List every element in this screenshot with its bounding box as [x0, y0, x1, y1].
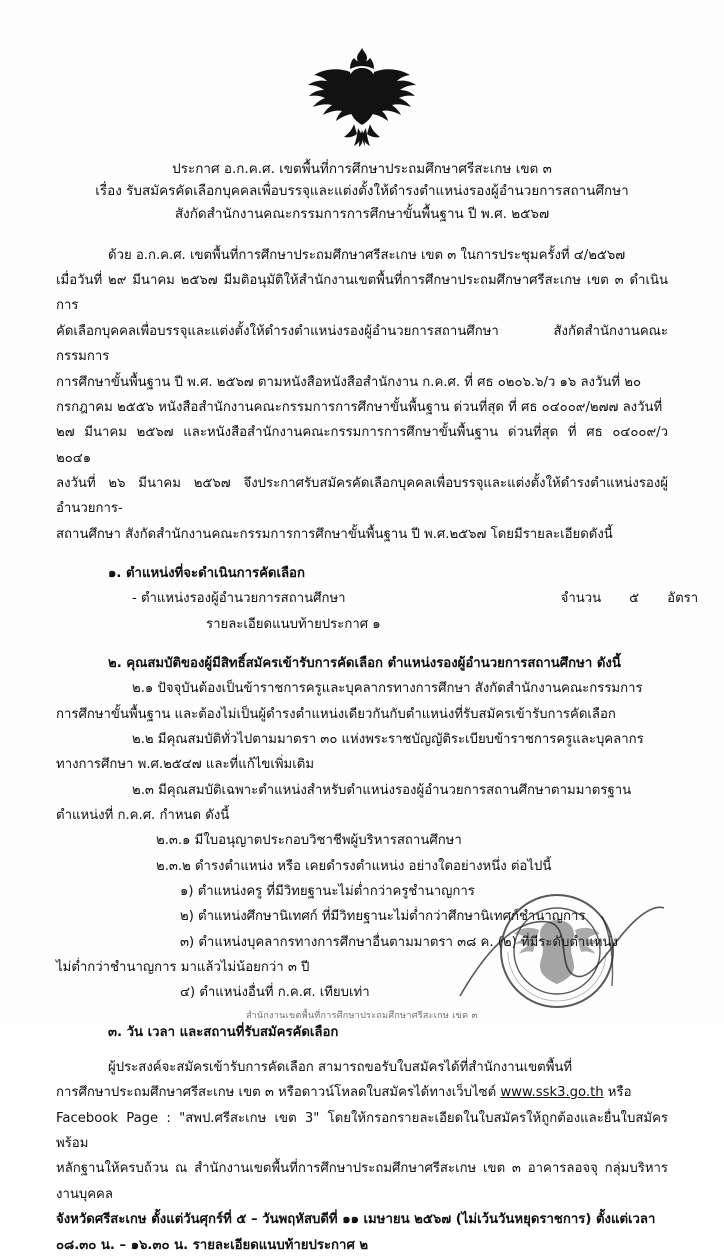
item-2-3-line-1: ๒.๓ มีคุณสมบัติเฉพาะตำแหน่งสำหรับตำแหน่งรองผู้อำนวยการสถานศึกษาตามมาตรฐาน: [132, 782, 632, 798]
section-1-detail: รายละเอียดแนบท้ายประกาศ ๑: [206, 616, 381, 632]
section-3-line-3: Facebook Page : "สพป.ศรีสะเกษ เขต 3" โดยให้กรอกรายละเอียดในใบสมัครให้ถูกต้องและยื่นใบสมัครพร้อม: [56, 1110, 668, 1152]
official-seal-stamp: [498, 892, 616, 1010]
announcement-authority: ประกาศ อ.ก.ค.ศ. เขตพื้นที่การศึกษาประถมศึกษาศรีสะเกษ เขต ๓: [172, 161, 552, 177]
item-2-3-2-sub-4: ๔) ตำแหน่งอื่นที่ ก.ค.ศ. เทียบเท่า: [180, 985, 370, 1001]
amount-value: ๕: [629, 591, 640, 607]
announcement-affiliation: สังกัดสำนักงานคณะกรรมการการศึกษาขั้นพื้นฐาน ปี พ.ศ. ๒๕๖๗: [174, 205, 550, 222]
item-2-3-2-sub-3-line-2: ไม่ต่ำกว่าชำนาญการ มาแล้วไม่น้อยกว่า ๓ ปี: [56, 960, 310, 976]
item-2-3-2-sub-1: ๑) ตำแหน่งครู ที่มีวิทยฐานะไม่ต่ำกว่าครูชำนาญการ: [180, 884, 475, 900]
section-3-body: [56, 1055, 668, 1258]
item-2-2-line-2: ทางการศึกษา พ.ศ.๒๕๔๗ และที่แก้ไขเพิ่มเติม: [56, 757, 315, 773]
item-2-2-line-1: ๒.๒ มีคุณสมบัติทั่วไปตามมาตรา ๓๐ แห่งพระราชบัญญัติระเบียบข้าราชการครูและบุคลากร: [132, 731, 644, 747]
section-3-line-6: ๐๘.๓๐ น. – ๑๖.๓๐ น. รายละเอียดแนบท้ายประกาศ ๒: [56, 1237, 369, 1253]
amount-label: จำนวน: [560, 591, 602, 607]
position-label: - ตำแหน่งรองผู้อำนวยการสถานศึกษา: [132, 591, 346, 607]
item-2-3-2-sub-3-line-1: ๓) ตำแหน่งบุคลากรทางการศึกษาอื่นตามมาตรา ๓๘ ค. (๒) ที่มีระดับตำแหน่ง: [180, 934, 618, 950]
item-2-1-line-1: ๒.๑ ปัจจุบันต้องเป็นข้าราชการครูและบุคลากรทางการศึกษา สังกัดสำนักงานคณะกรรมการ: [132, 681, 643, 697]
intro-line-6: ๒๗ มีนาคม ๒๕๖๗ และหนังสือสำนักงานคณะกรรมการการศึกษาขั้นพื้นฐาน ด่วนที่สุด ที่ ศธ ๐๔๐๐๙/ว ๒๐๔๑: [56, 425, 668, 466]
item-2-3-2: ๒.๓.๒ ดำรงตำแหน่ง หรือ เคยดำรงตำแหน่ง อย่างใดอย่างหนึ่ง ต่อไปนี้: [156, 858, 552, 874]
section-3-line-4: หลักฐานให้ครบถ้วน ณ สำนักงานเขตพื้นที่การศึกษาประถมศึกษาศรีสะเกษ เขต ๓ อาคารลอจจุ กลุ่มบริหารงานบุคคล: [56, 1161, 668, 1202]
emblem-container: [56, 44, 668, 152]
section-3-line-5: จังหวัดศรีสะเกษ ตั้งแต่วันศุกร์ที่ ๕ – วันพฤหัสบดีที่ ๑๑ เมษายน ๒๕๖๗ (ไม่เว้นวันหยุดราชการ) ตั้งแต่เวลา: [56, 1212, 656, 1228]
section-3-line-2-text-b: หรือ: [603, 1085, 632, 1101]
section-1-heading: ๑. ตำแหน่งที่จะดำเนินการคัดเลือก: [108, 565, 305, 581]
intro-line-2: เมื่อวันที่ ๒๙ มีนาคม ๒๕๖๗ มีมติอนุมัติให้สำนักงานเขตพื้นที่การศึกษาประถมศึกษาศรีสะเกษ เขต ๓ ดำเนินการ: [56, 273, 668, 314]
intro-line-7: ลงวันที่ ๒๖ มีนาคม ๒๕๖๗ จึงประกาศรับสมัครคัดเลือกบุคคลเพื่อบรรจุและแต่งตั้งให้ดำรงตำแหน่งรองผู้อำนวยการ-: [56, 475, 668, 517]
intro-line-3: คัดเลือกบุคคลเพื่อบรรจุและแต่งตั้งให้ดำรงตำแหน่งรองผู้อำนวยการสถานศึกษา สังกัดสำนักงานคณะกรรมการ: [56, 323, 668, 365]
item-2-1-line-2: การศึกษาขั้นพื้นฐาน และต้องไม่เป็นผู้ดำรงตำแหน่งเดียวกันกับตำแหน่งที่รับสมัครเข้ารับการคัดเลือก: [56, 706, 616, 722]
document-body: [56, 243, 668, 547]
section-3-line-1: ผู้ประสงค์จะสมัครเข้ารับการคัดเลือก สามารถขอรับใบสมัครได้ที่สำนักงานเขตพื้นที่: [108, 1060, 573, 1076]
amount-unit: อัตรา: [667, 591, 699, 607]
application-website-link[interactable]: www.ssk3.go.th: [500, 1085, 604, 1101]
section-3-line-2-text-a: การศึกษาประถมศึกษาศรีสะเกษ เขต ๓ หรือดาวน์โหลดใบสมัครได้ทางเว็บไซต์: [56, 1085, 501, 1101]
section-2-heading: ๒. คุณสมบัติของผู้มีสิทธิ์สมัครเข้ารับการคัดเลือก ตำแหน่งรองผู้อำนวยการสถานศึกษา ดังนี้: [108, 655, 621, 671]
announcement-subject: เรื่อง รับสมัครคัดเลือกบุคคลเพื่อบรรจุและแต่งตั้งให้ดำรงตำแหน่งรองผู้อำนวยการสถานศึกษา: [95, 183, 629, 200]
section-3-heading: ๓. วัน เวลา และสถานที่รับสมัครคัดเลือก: [108, 1024, 339, 1040]
seal-ring-text: สำนักงานเขตพื้นที่การศึกษาประถมศึกษาศรีสะเกษ เขต ๓: [246, 1011, 478, 1021]
garuda-emblem: [302, 44, 422, 148]
section-1-position-row: [56, 586, 699, 611]
section-3-line-2: [56, 1080, 668, 1105]
item-2-3-line-2: ตำแหน่งที่ ก.ค.ศ. กำหนด ดังนี้: [56, 808, 230, 824]
intro-line-4: การศึกษาขั้นพื้นฐาน ปี พ.ศ. ๒๕๖๗ ตามหนังสือหนังสือสำนักงาน ก.ค.ศ. ที่ ศธ ๐๒๐๖.๖/ว ๑๖ ลงวันที่ ๒๐: [56, 374, 642, 390]
intro-line-5: กรกฎาคม ๒๕๕๖ หนังสือสำนักงานคณะกรรมการการศึกษาขั้นพื้นฐาน ด่วนที่สุด ที่ ศธ ๐๔๐๐๙/๒๗๗ ลงวันที่: [56, 399, 663, 415]
intro-line-8: สถานศึกษา สังกัดสำนักงานคณะกรรมการการศึกษาขั้นพื้นฐาน ปี พ.ศ.๒๕๖๗ โดยมีรายละเอียดดังนี้: [56, 526, 613, 542]
item-2-3-1: ๒.๓.๑ มีใบอนุญาตประกอบวิชาชีพผู้บริหารสถานศึกษา: [156, 833, 462, 849]
item-2-3-2-sub-2: ๒) ตำแหน่งศึกษานิเทศก์ ที่มีวิทยฐานะไม่ต่ำกว่าศึกษานิเทศก์ชำนาญการ: [180, 909, 586, 925]
intro-line-1: ด้วย อ.ก.ค.ศ. เขตพื้นที่การศึกษาประถมศึกษาศรีสะเกษ เขต ๓ ในการประชุมครั้งที่ ๔/๒๕๖๗: [108, 247, 626, 263]
document-header: [56, 158, 668, 225]
